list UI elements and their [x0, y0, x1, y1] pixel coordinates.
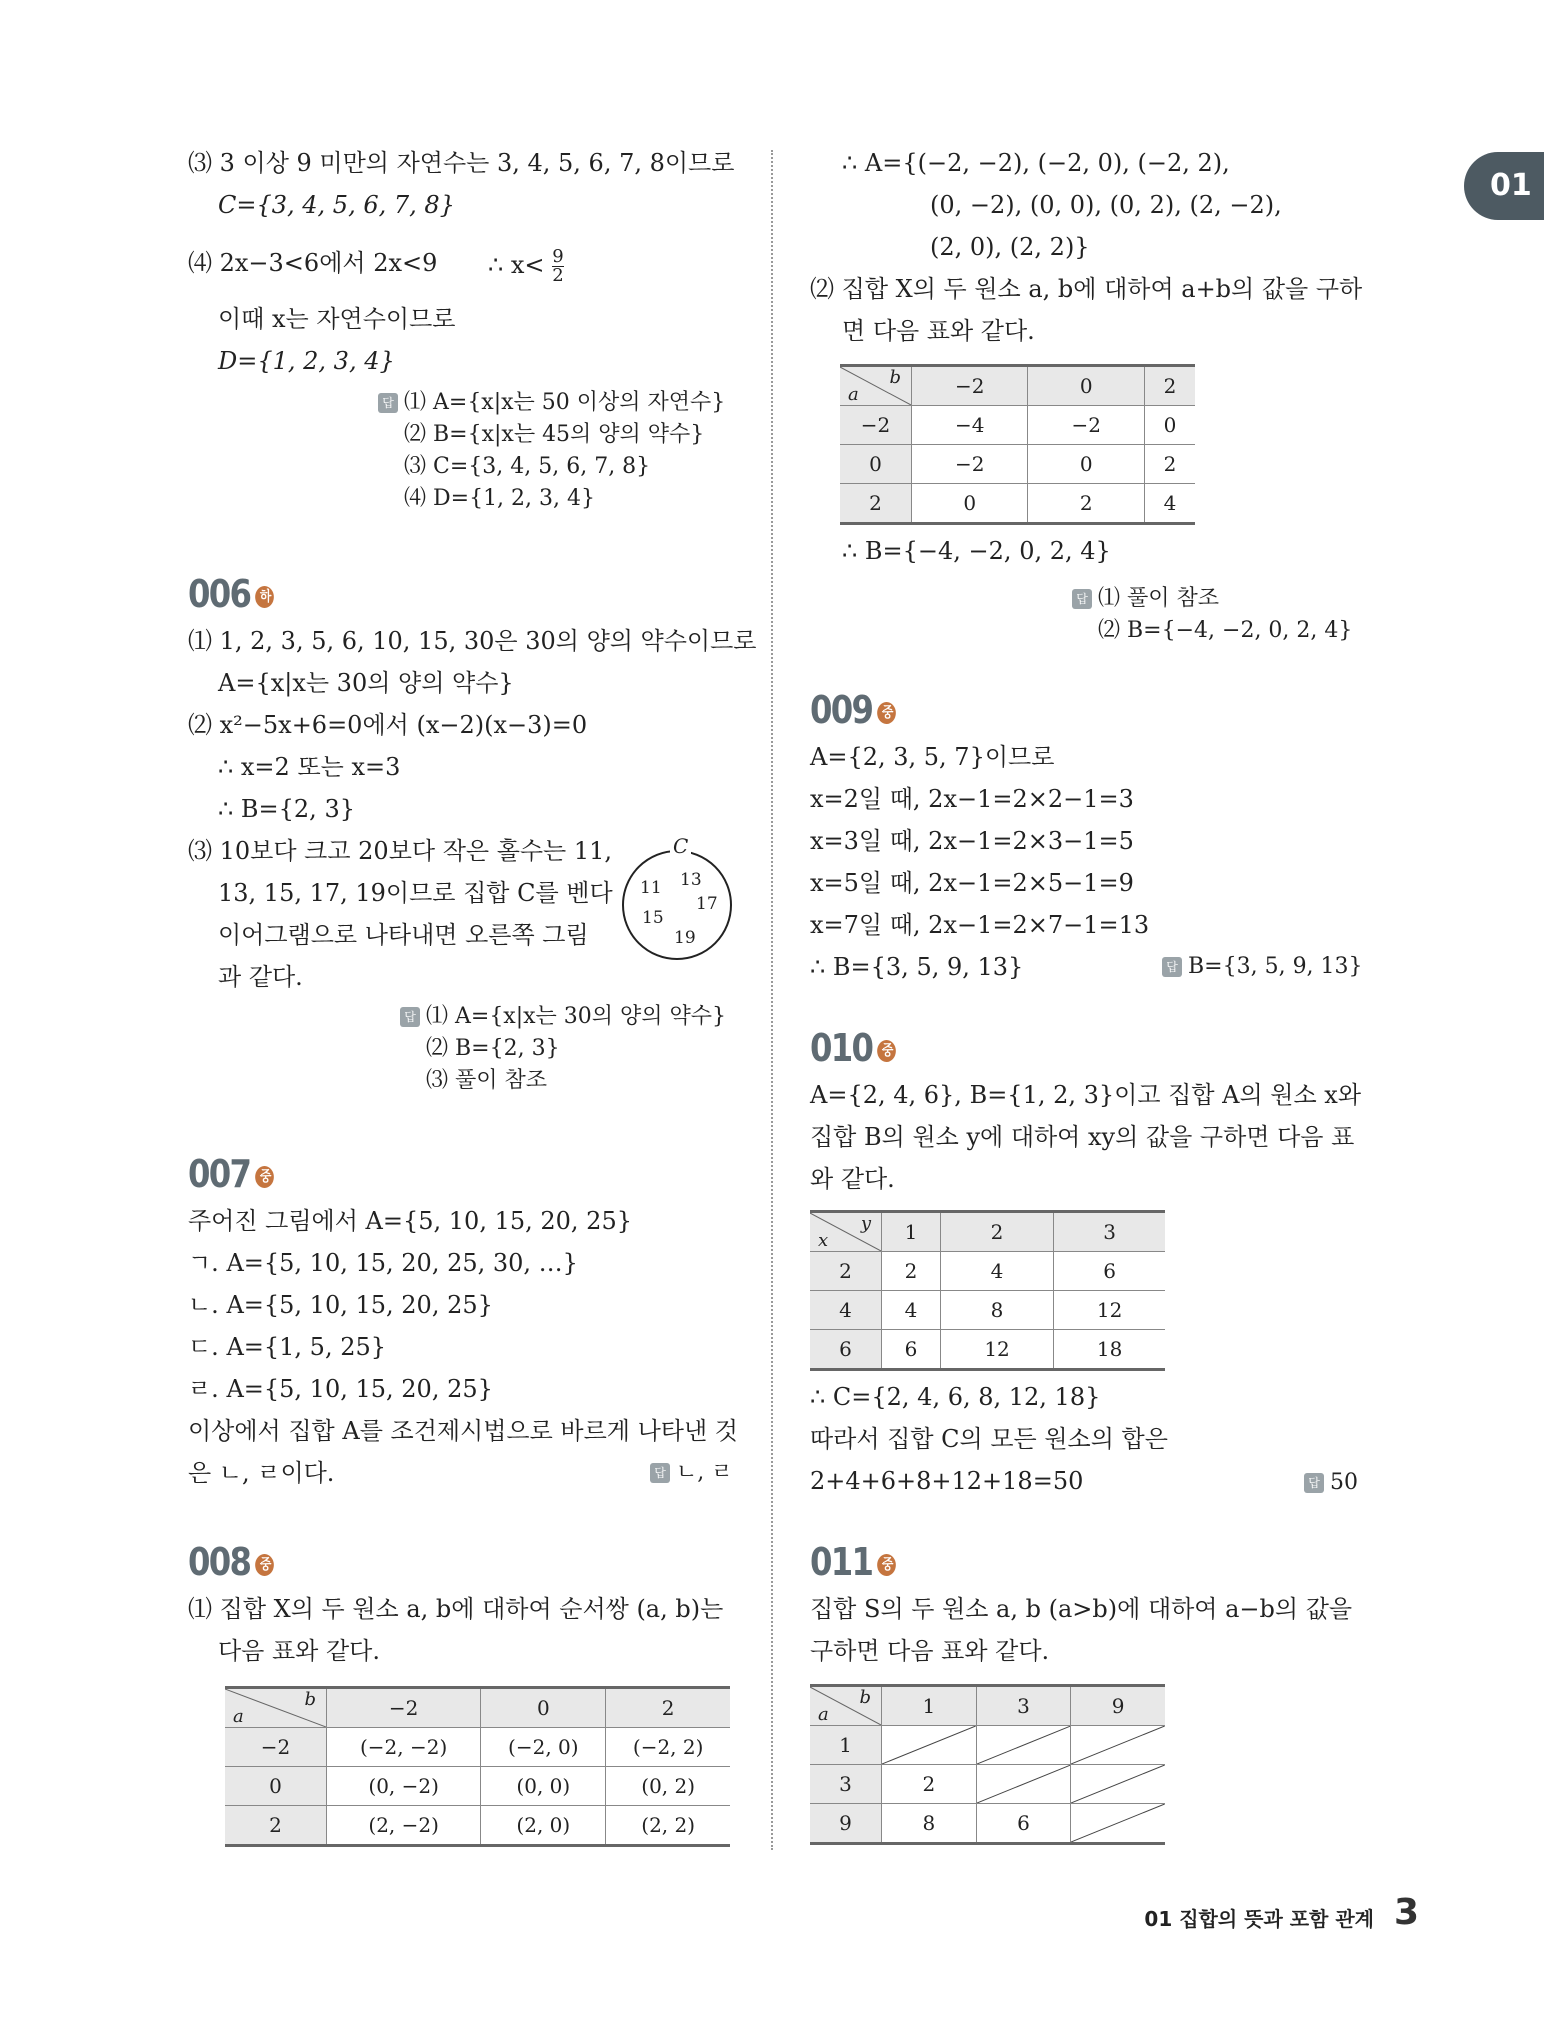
table-cell — [976, 1726, 1071, 1765]
text-line: 이때 x는 자연수이므로 — [218, 305, 456, 333]
answer-text: ⑴ 풀이 참조 — [1098, 586, 1219, 611]
chapter-tab: 01 — [1464, 152, 1544, 220]
fraction — [552, 248, 563, 285]
problem-number — [188, 1152, 274, 1196]
answer-line — [1304, 1468, 1358, 1498]
text-line: x=7일 때, 2x−1=2×7−1=13 — [810, 911, 1150, 939]
text-line: ∴ B={−4, −2, 0, 2, 4} — [842, 537, 1111, 565]
table-corner-cell — [225, 1688, 327, 1728]
row-header-cell: 2 — [810, 1252, 882, 1291]
problem-number-text: 011 — [810, 1540, 873, 1584]
table-cell: 2 — [882, 1252, 941, 1291]
column-header-cell: 1 — [882, 1686, 977, 1726]
text-line: A={2, 4, 6}, B={1, 2, 3}이고 집합 A의 원소 x와 — [810, 1081, 1362, 1109]
column-header-cell: −2 — [912, 366, 1028, 406]
text-line: ⑶ 3 이상 9 미만의 자연수는 3, 4, 5, 6, 7, 8이므로 — [188, 149, 735, 177]
table-header-row — [840, 366, 1195, 406]
text-line: ∴ C={2, 4, 6, 8, 12, 18} — [810, 1383, 1101, 1411]
table-cell: 6 — [1054, 1252, 1165, 1291]
row-header-cell: 6 — [810, 1330, 882, 1370]
answer-text: ⑴ A={x|x는 30의 양의 약수} — [426, 1004, 727, 1029]
level-badge: 하 — [255, 586, 274, 608]
table-cell: 12 — [1054, 1291, 1165, 1330]
column-header-cell: 2 — [1144, 366, 1195, 406]
text-line: 면 다음 표와 같다. — [842, 317, 1035, 345]
row-header-cell: 2 — [225, 1806, 327, 1846]
text-line: 주어진 그림에서 A={5, 10, 15, 20, 25} — [188, 1207, 632, 1235]
answer-line: ⑷ D={1, 2, 3, 4} — [404, 486, 596, 511]
problem-number — [188, 572, 274, 616]
table-cell: (0, −2) — [327, 1767, 481, 1806]
text-line: A={x|x는 30의 양의 약수} — [218, 669, 514, 697]
table-header-row — [225, 1688, 730, 1728]
page-number: 3 — [1393, 1892, 1419, 1933]
text-line: A={2, 3, 5, 7}이므로 — [810, 743, 1055, 771]
answer-line: ⑵ B={2, 3} — [426, 1036, 560, 1061]
text-line: x=2일 때, 2x−1=2×2−1=3 — [810, 785, 1134, 813]
table-cell: 4 — [882, 1291, 941, 1330]
table-cell: 4 — [1144, 484, 1195, 524]
table-cell: 2 — [882, 1765, 977, 1804]
answer-badge: 답 — [1162, 957, 1182, 977]
text-line: 다음 표와 같다. — [218, 1637, 380, 1665]
table-cell: 4 — [940, 1252, 1053, 1291]
table-cell — [1071, 1765, 1165, 1804]
answer-line — [650, 1458, 733, 1488]
table-cell — [882, 1726, 977, 1765]
problem-number-text: 006 — [188, 572, 251, 616]
row-header-cell: 1 — [810, 1726, 882, 1765]
row-header-cell: −2 — [225, 1728, 327, 1767]
text-line: 과 같다. — [218, 963, 303, 991]
text-line: ⑵ x²−5x+6=0에서 (x−2)(x−3)=0 — [188, 711, 588, 739]
text-line: 집합 S의 두 원소 a, b (a>b)에 대하여 a−b의 값을 — [810, 1595, 1353, 1623]
table-header-row — [810, 1212, 1165, 1252]
row-header-cell: 2 — [840, 484, 912, 524]
table-corner-cell — [840, 366, 912, 406]
table-row — [810, 1330, 1165, 1370]
table-cell: 0 — [1028, 445, 1144, 484]
text-line: ∴ B={3, 5, 9, 13} — [810, 953, 1024, 981]
table-cell: 6 — [976, 1804, 1071, 1844]
sum-table — [840, 364, 1195, 525]
text-line: C={3, 4, 5, 6, 7, 8} — [218, 191, 455, 219]
cell-diagonal — [882, 1726, 976, 1764]
table-cell: (0, 0) — [481, 1767, 606, 1806]
answer-text: ⑴ A={x|x는 50 이상의 자연수} — [404, 390, 726, 415]
row-header-cell: 3 — [810, 1765, 882, 1804]
column-header-cell: 2 — [940, 1212, 1053, 1252]
difference-table — [810, 1684, 1165, 1845]
table-row — [840, 406, 1195, 445]
corner-header — [225, 1689, 326, 1727]
answer-line: ⑶ 풀이 참조 — [426, 1068, 547, 1093]
answer-line: ⑶ C={3, 4, 5, 6, 7, 8} — [404, 454, 651, 479]
table-row — [225, 1806, 730, 1846]
column-header-cell: 1 — [882, 1212, 941, 1252]
text-line: (2, 0), (2, 2)} — [930, 233, 1090, 261]
text-line — [488, 248, 564, 285]
level-badge: 중 — [255, 1554, 274, 1576]
column-variable: b — [889, 367, 901, 388]
table-row — [810, 1291, 1165, 1330]
table-row — [810, 1804, 1165, 1844]
problem-number — [188, 1540, 274, 1584]
text-line: ㄷ. A={1, 5, 25} — [188, 1333, 387, 1361]
answer-text: ㄴ, ㄹ — [676, 1460, 733, 1485]
level-badge: 중 — [877, 1040, 896, 1062]
text-line: (0, −2), (0, 0), (0, 2), (2, −2), — [930, 191, 1282, 219]
text-line: ∴ x=2 또는 x=3 — [218, 753, 401, 781]
column-header-cell: −2 — [327, 1688, 481, 1728]
venn-element: 19 — [674, 928, 696, 948]
table-cell: (0, 2) — [606, 1767, 730, 1806]
answer-badge: 답 — [650, 1463, 670, 1483]
cell-diagonal — [977, 1765, 1071, 1803]
problem-number-text: 008 — [188, 1540, 251, 1584]
column-header-cell: 9 — [1071, 1686, 1165, 1726]
row-header-cell: −2 — [840, 406, 912, 445]
column-variable: y — [860, 1213, 871, 1234]
text-line: ∴ A={(−2, −2), (−2, 0), (−2, 2), — [842, 149, 1230, 177]
row-header-cell: 0 — [225, 1767, 327, 1806]
table-cell: 12 — [940, 1330, 1053, 1370]
text-line: D={1, 2, 3, 4} — [218, 347, 395, 375]
row-variable: a — [233, 1706, 244, 1727]
table-cell: (−2, 2) — [606, 1728, 730, 1767]
answer-text: B={3, 5, 9, 13} — [1188, 954, 1363, 979]
problem-number-text: 010 — [810, 1026, 873, 1070]
table-cell — [976, 1765, 1071, 1804]
problem-number — [810, 1540, 896, 1584]
text-line: ⑵ 집합 X의 두 원소 a, b에 대하여 a+b의 값을 구하 — [810, 275, 1363, 303]
cell-diagonal — [1071, 1726, 1165, 1764]
row-header-cell: 9 — [810, 1804, 882, 1844]
cell-diagonal — [1071, 1765, 1165, 1803]
row-variable: x — [818, 1230, 829, 1251]
table-cell: 2 — [1028, 484, 1144, 524]
column-header-cell: 0 — [481, 1688, 606, 1728]
text-line: 와 같다. — [810, 1165, 895, 1193]
text-line: 2+4+6+8+12+18=50 — [810, 1467, 1084, 1495]
cell-diagonal — [1071, 1804, 1165, 1842]
fraction-numerator: 9 — [552, 246, 564, 267]
row-header-cell: 0 — [840, 445, 912, 484]
venn-label: C — [670, 834, 691, 858]
problem-number — [810, 1026, 896, 1070]
column-variable: b — [304, 1689, 316, 1710]
table-cell: 0 — [912, 484, 1028, 524]
table-corner-cell — [810, 1686, 882, 1726]
footer-title: 01 집합의 뜻과 포함 관계 — [1144, 1907, 1374, 1931]
text-line: ⑷ 2x−3<6에서 2x<9 — [188, 249, 438, 277]
table-cell: (2, 2) — [606, 1806, 730, 1846]
table-corner-cell — [810, 1212, 882, 1252]
answer-badge: 답 — [1072, 589, 1092, 609]
column-variable: b — [859, 1687, 871, 1708]
text-line: ⑴ 1, 2, 3, 5, 6, 10, 15, 30은 30의 양의 약수이므로 — [188, 627, 757, 655]
corner-header — [810, 1213, 881, 1251]
answer-badge: 답 — [400, 1007, 420, 1027]
text-line: 13, 15, 17, 19이므로 집합 C를 벤다 — [218, 879, 613, 907]
table-cell: 0 — [1144, 406, 1195, 445]
text-line: 이상에서 집합 A를 조건제시법으로 바르게 나타낸 것 — [188, 1417, 738, 1445]
text-line: ⑶ 10보다 크고 20보다 작은 홀수는 11, — [188, 837, 613, 865]
level-badge: 중 — [877, 702, 896, 724]
table-cell: −2 — [912, 445, 1028, 484]
table-header-row — [810, 1686, 1165, 1726]
table-row — [840, 484, 1195, 524]
table-cell — [1071, 1726, 1165, 1765]
text-line: x=5일 때, 2x−1=2×5−1=9 — [810, 869, 1134, 897]
answer-badge: 답 — [378, 393, 398, 413]
table-cell: (−2, 0) — [481, 1728, 606, 1767]
therefore-x: ∴ x< — [488, 251, 545, 279]
table-cell: 8 — [882, 1804, 977, 1844]
table-cell: 18 — [1054, 1330, 1165, 1370]
answer-line — [378, 388, 725, 418]
answer-line: ⑵ B={−4, −2, 0, 2, 4} — [1098, 618, 1353, 643]
text-line: ∴ B={2, 3} — [218, 795, 355, 823]
table-cell: 6 — [882, 1330, 941, 1370]
text-line: ㄴ. A={5, 10, 15, 20, 25} — [188, 1291, 493, 1319]
text-line: x=3일 때, 2x−1=2×3−1=5 — [810, 827, 1134, 855]
table-cell: 8 — [940, 1291, 1053, 1330]
answer-line: ⑵ B={x|x는 45의 양의 약수} — [404, 422, 705, 447]
column-header-cell: 0 — [1028, 366, 1144, 406]
fraction-denominator: 2 — [552, 265, 564, 286]
table-row — [225, 1767, 730, 1806]
answer-badge: 답 — [1304, 1473, 1324, 1493]
cell-diagonal — [977, 1726, 1071, 1764]
problem-number-text: 007 — [188, 1152, 251, 1196]
row-variable: a — [818, 1704, 829, 1725]
table-cell: 2 — [1144, 445, 1195, 484]
venn-element: 11 — [640, 878, 662, 898]
text-line: 은 ㄴ, ㄹ이다. — [188, 1459, 335, 1487]
text-line: ㄱ. A={5, 10, 15, 20, 25, 30, …} — [188, 1249, 578, 1277]
table-cell — [1071, 1804, 1165, 1844]
venn-element: 17 — [696, 894, 718, 914]
table-row — [810, 1765, 1165, 1804]
level-badge: 중 — [877, 1554, 896, 1576]
table-cell: (2, −2) — [327, 1806, 481, 1846]
table-cell: −4 — [912, 406, 1028, 445]
text-line: 구하면 다음 표와 같다. — [810, 1637, 1050, 1665]
text-line: 이어그램으로 나타내면 오른쪽 그림 — [218, 921, 589, 949]
table-row — [810, 1252, 1165, 1291]
venn-diagram — [620, 834, 734, 962]
row-variable: a — [848, 384, 859, 405]
text-line: ⑴ 집합 X의 두 원소 a, b에 대하여 순서쌍 (a, b)는 — [188, 1595, 724, 1623]
table-row — [810, 1726, 1165, 1765]
answer-line — [1072, 584, 1219, 614]
answer-text: 50 — [1330, 1470, 1358, 1495]
corner-header — [840, 367, 911, 405]
ordered-pair-table — [225, 1686, 730, 1847]
table-cell: −2 — [1028, 406, 1144, 445]
venn-element: 13 — [680, 870, 702, 890]
text-line: 집합 B의 원소 y에 대하여 xy의 값을 구하면 다음 표 — [810, 1123, 1355, 1151]
row-header-cell: 4 — [810, 1291, 882, 1330]
table-cell: (2, 0) — [481, 1806, 606, 1846]
level-badge: 중 — [255, 1166, 274, 1188]
column-divider — [771, 150, 773, 1850]
product-table — [810, 1210, 1165, 1371]
text-line: 따라서 집합 C의 모든 원소의 합은 — [810, 1425, 1168, 1453]
answer-line — [1162, 952, 1363, 982]
column-header-cell: 2 — [606, 1688, 730, 1728]
text-line: ㄹ. A={5, 10, 15, 20, 25} — [188, 1375, 493, 1403]
table-row — [225, 1728, 730, 1767]
column-header-cell: 3 — [1054, 1212, 1165, 1252]
column-header-cell: 3 — [976, 1686, 1071, 1726]
table-cell: (−2, −2) — [327, 1728, 481, 1767]
venn-element: 15 — [642, 908, 664, 928]
corner-header — [810, 1687, 881, 1725]
answer-line — [400, 1002, 726, 1032]
problem-number-text: 009 — [810, 688, 873, 732]
problem-number — [810, 688, 896, 732]
table-row — [840, 445, 1195, 484]
